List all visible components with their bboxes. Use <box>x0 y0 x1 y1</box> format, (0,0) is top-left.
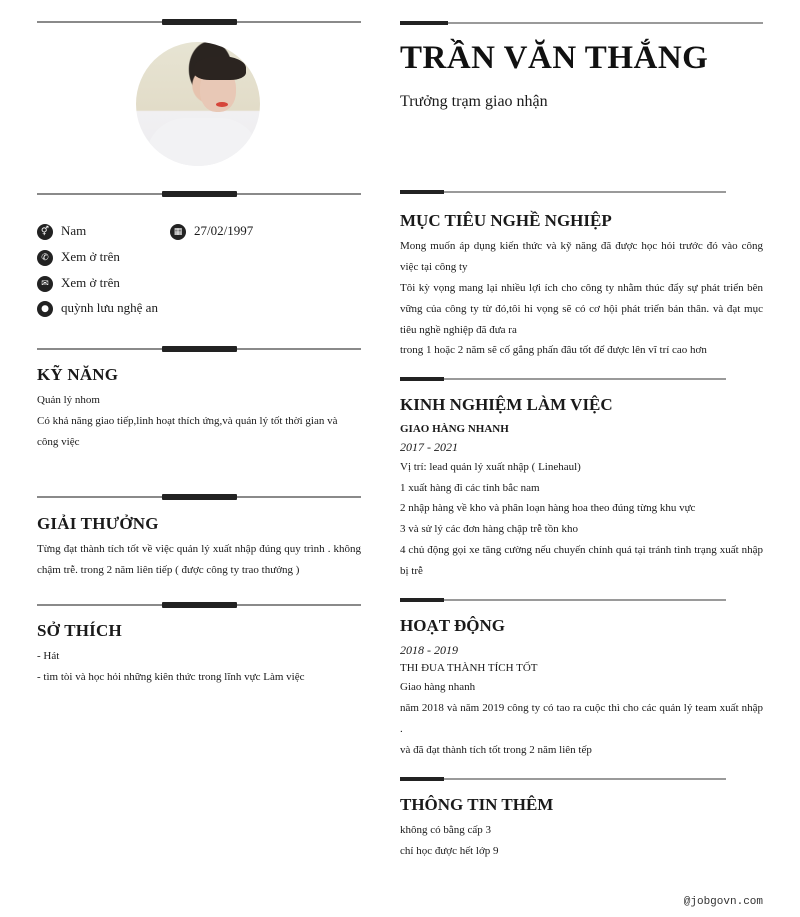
objective-paragraph: Mong muốn áp dụng kiến thức và kỹ năng đã được học hỏi trước đó vào công việc tại công ty <box>400 240 763 273</box>
divider-name <box>400 21 763 25</box>
experience-line: 1 xuất hàng đi các tỉnh bắc nam <box>400 482 540 494</box>
gender-value: Nam <box>61 223 87 238</box>
email-value: Xem ở trên <box>61 275 120 290</box>
hobbies-heading: SỞ THÍCH <box>37 621 122 640</box>
skills-heading: KỸ NĂNG <box>37 365 119 384</box>
activity-line: và đã đạt thành tích tốt trong 2 năm liên tếp <box>400 744 592 756</box>
email-icon: ✉ <box>37 276 53 292</box>
hobby-item: - Hát <box>37 650 60 662</box>
activity-period: 2018 - 2019 <box>400 643 458 657</box>
job-title: Trưởng trạm giao nhận <box>400 93 548 110</box>
experience-period: 2017 - 2021 <box>400 440 458 454</box>
location-pin-icon: ● <box>37 301 53 317</box>
objective-paragraph: trong 1 hoặc 2 năm sẽ cố gắng phấn đâu tốt để được lên vĩ trí cao hơn <box>400 344 707 356</box>
calendar-icon: ▦ <box>170 224 186 240</box>
extra-heading: THÔNG TIN THÊM <box>400 795 554 814</box>
watermark: @jobgovn.com <box>683 896 763 908</box>
experience-line: 4 chủ động gọi xe tăng cường nếu chuyến chính quá tại tránh tình trạng xuất nhập bị trễ <box>400 544 763 577</box>
skills-item: Quản lý nhom <box>37 394 100 406</box>
experience-company: GIAO HÀNG NHANH <box>400 423 509 435</box>
experience-line: 3 và sử lý các đơn hàng chập trễ tồn kho <box>400 523 578 535</box>
extra-line: không có bằng cấp 3 <box>400 824 492 836</box>
birthday-value: 27/02/1997 <box>194 223 254 238</box>
divider-after-avatar <box>37 192 361 195</box>
address-value: quỳnh lưu nghệ an <box>61 300 158 315</box>
objective-heading: MỤC TIÊU NGHỀ NGHIỆP <box>400 211 612 230</box>
divider-skills <box>37 347 361 350</box>
divider-activities <box>400 598 726 602</box>
divider-top <box>37 20 361 23</box>
divider-extra <box>400 777 726 781</box>
activities-heading: HOẠT ĐỘNG <box>400 616 506 635</box>
extra-line: chỉ học được hết lớp 9 <box>400 845 499 857</box>
phone-value: Xem ở trên <box>61 249 120 264</box>
activity-org: Giao hàng nhanh <box>400 681 476 693</box>
divider-awards <box>37 495 361 498</box>
activity-name: THI ĐUA THÀNH TÍCH TỐT <box>400 662 538 674</box>
experience-line: 2 nhập hàng về kho và phân loạn hàng hoa theo đúng từng khu vực <box>400 502 696 514</box>
skills-item: Có khả năng giao tiếp,linh hoạt thích ứng,và quản lý tốt thời gian và công việc <box>37 415 338 448</box>
divider-hobbies <box>37 603 361 606</box>
avatar <box>136 42 260 166</box>
divider-experience <box>400 377 726 381</box>
experience-line: Vị trí: lead quản lý xuất nhập ( Linehaul) <box>400 461 581 473</box>
full-name: TRẦN VĂN THẮNG <box>400 40 709 76</box>
gender-icon: ⚥ <box>37 224 53 240</box>
awards-heading: GIẢI THƯỞNG <box>37 514 159 533</box>
divider-objective <box>400 190 726 194</box>
awards-text: Từng đạt thành tích tốt về việc quản lý xuất nhập đúng quy trình . không chậm trễ. trong 2 năm liên tiếp ( được công ty trao thưởng ) <box>37 543 361 576</box>
phone-icon: ✆ <box>37 250 53 266</box>
hobby-item: - tìm tòi và học hỏi những kiên thức trong lĩnh vực Làm việc <box>37 671 305 683</box>
objective-paragraph: Tôi kỳ vọng mang lại nhiều lợi ích cho công ty nhằm thúc đẩy sự phát triển bên vững của công ty từ đó,tôi hi vọng sẽ có cơ hội phát triển bản thân. và đạt mục tiêu nghề nghiệp đã đưa ra <box>400 282 763 336</box>
activity-line: năm 2018 và năm 2019 công ty có tao ra cuộc thì cho các quản lý team xuất nhập . <box>400 702 763 735</box>
experience-heading: KINH NGHIỆM LÀM VIỆC <box>400 395 613 414</box>
